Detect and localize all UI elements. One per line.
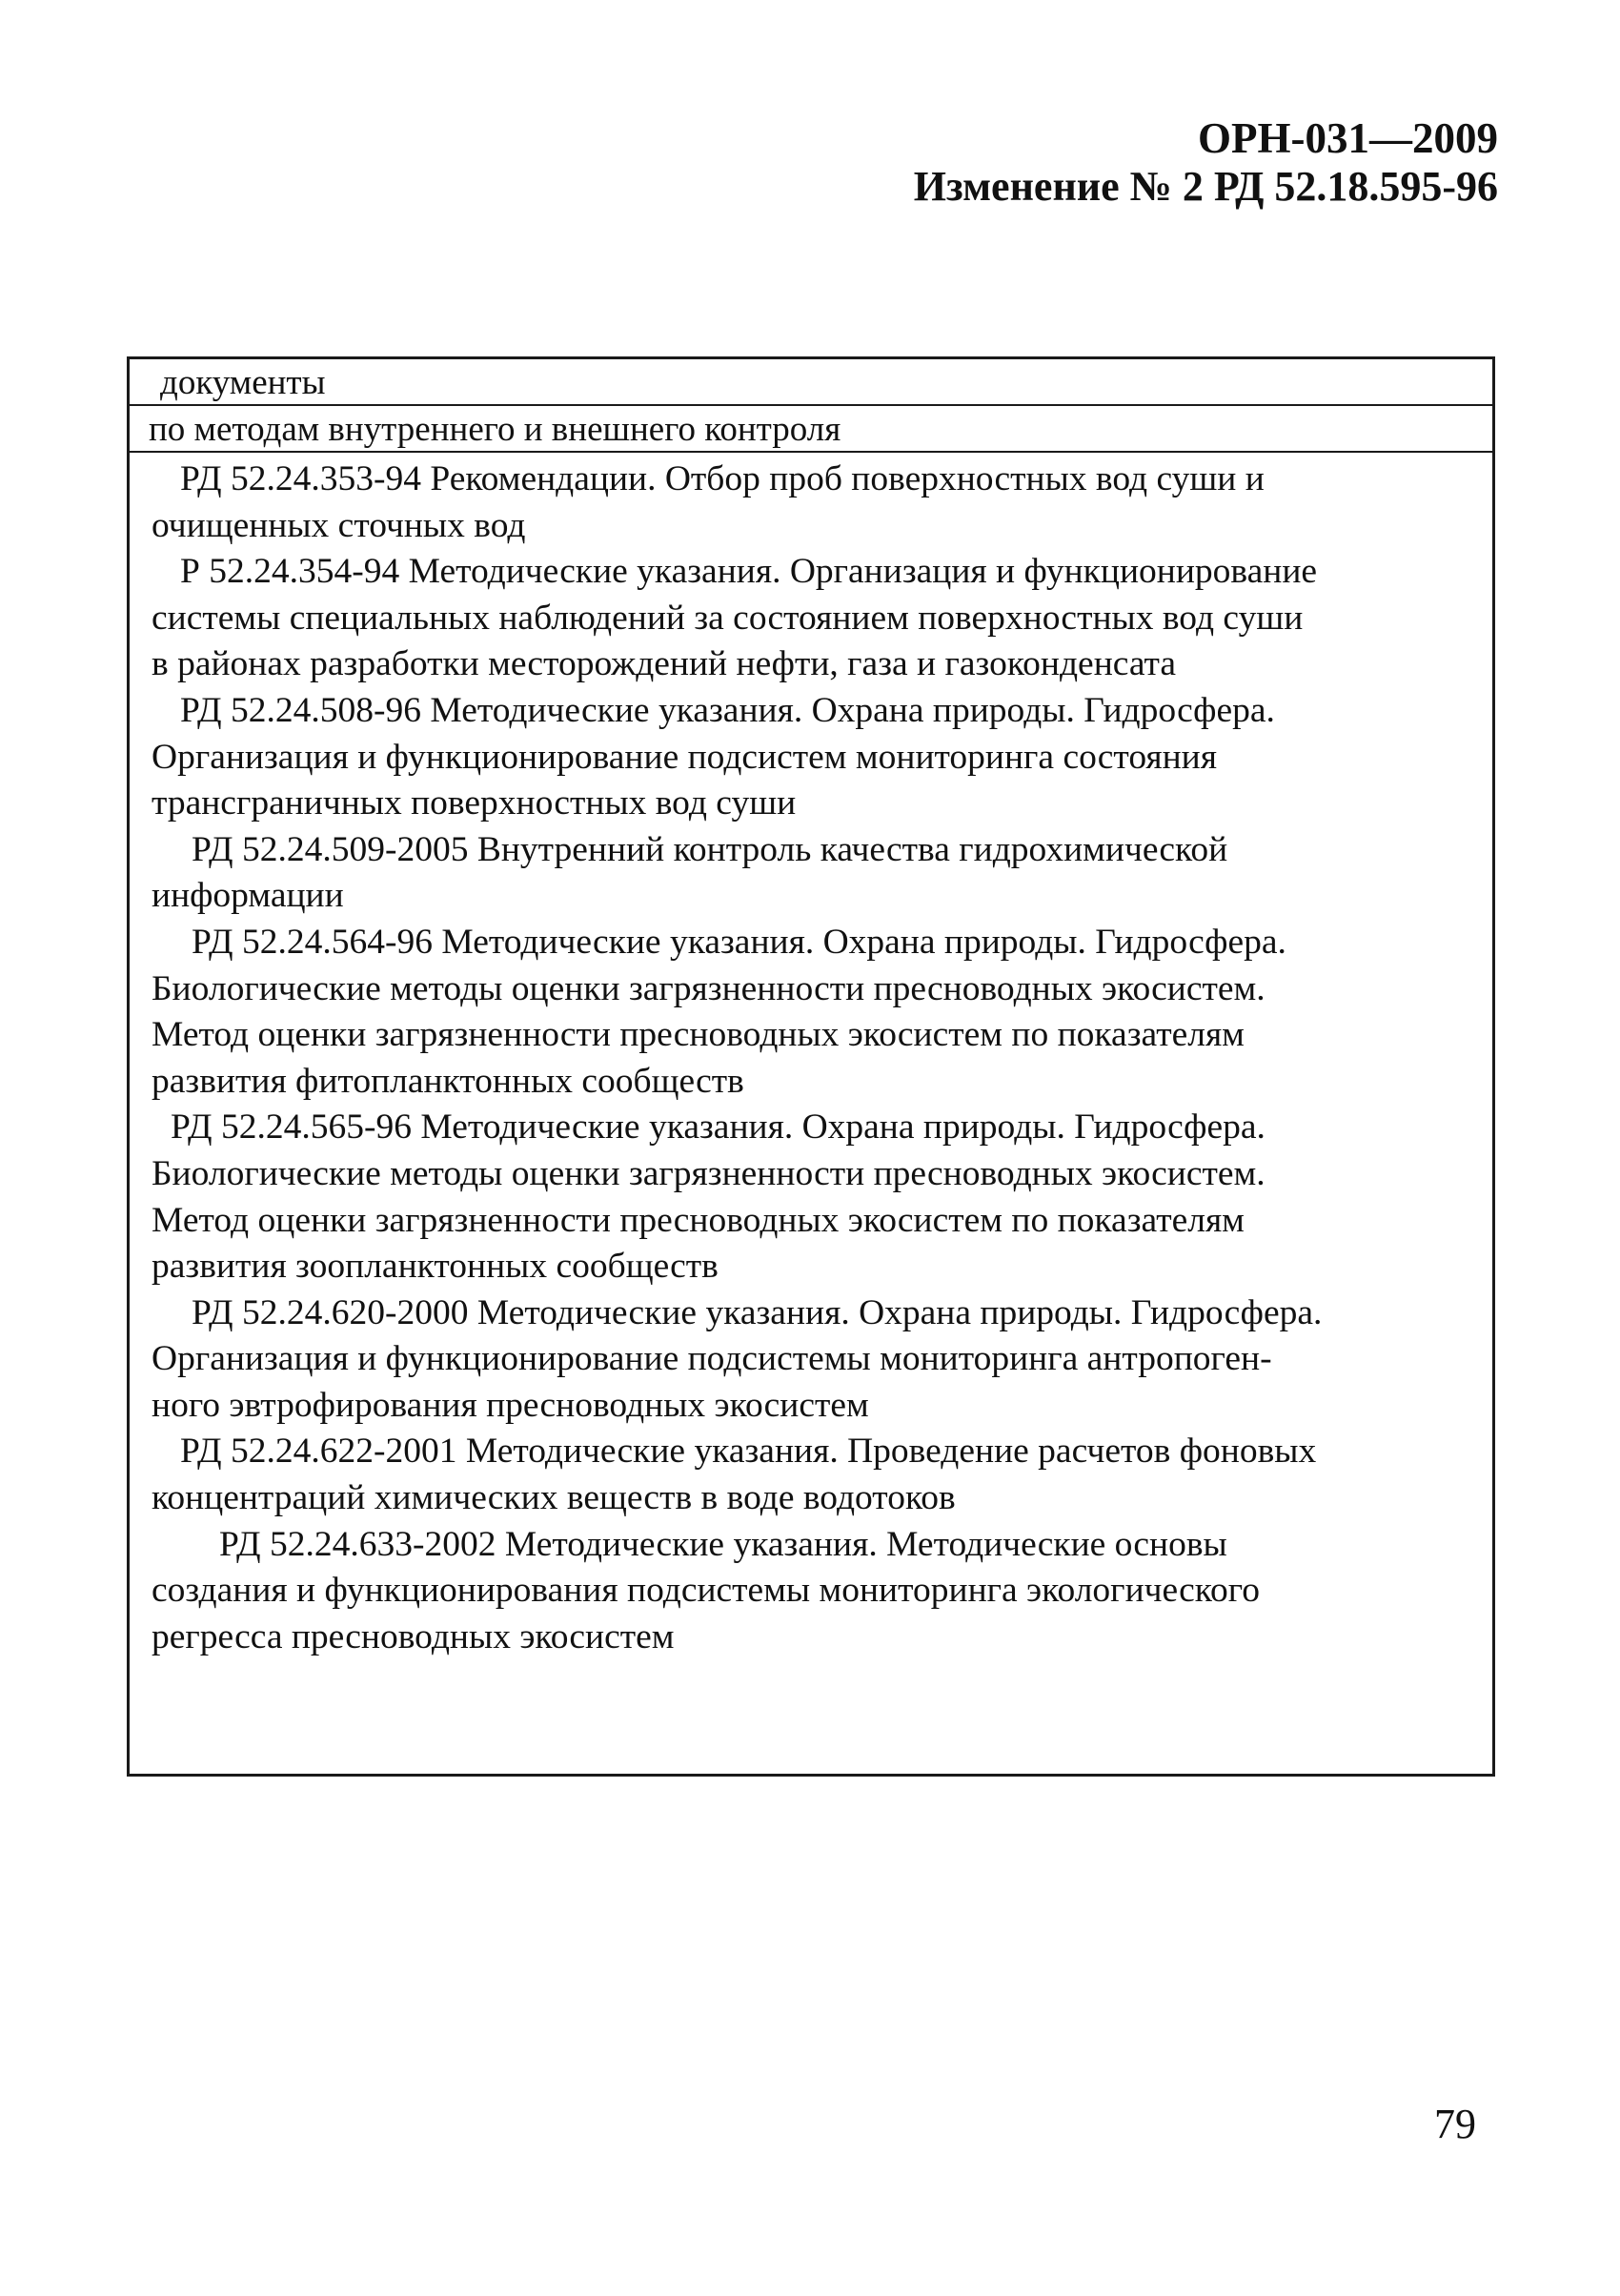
entry-line: очищенных сточных вод <box>152 505 526 545</box>
entry-line: РД 52.24.564-96 Методические указания. Охрана природы. Гидросфера. <box>192 922 1286 962</box>
entry-line: РД 52.24.565-96 Методические указания. Охрана природы. Гидросфера. <box>171 1107 1266 1148</box>
document-code: ОРН-031—2009 <box>1198 114 1498 162</box>
row-divider <box>130 404 1492 406</box>
document-entry <box>152 1522 1476 1661</box>
entry-line: трансграничных поверхностных вод суши <box>152 783 797 823</box>
entry-line: системы специальных наблюдений за состоянием поверхностных вод суши <box>152 598 1304 638</box>
entry-line: Организация и функционирование подсистем мониторинга состояния <box>152 737 1217 777</box>
table-row-documents: документы <box>160 363 326 402</box>
document-entry <box>152 688 1476 827</box>
document-entry <box>152 1105 1476 1290</box>
table-row-control-methods: по методам внутреннего и внешнего контроля <box>149 410 841 449</box>
document-entry <box>152 827 1476 920</box>
document-entry <box>152 549 1476 688</box>
entry-line: развития зоопланктонных сообществ <box>152 1247 719 1287</box>
entry-line: в районах разработки месторождений нефти, газа и газоконденсата <box>152 644 1177 684</box>
entry-line: РД 52.24.508-96 Методические указания. Охрана природы. Гидросфера. <box>180 690 1275 730</box>
entry-line: РД 52.24.353-94 Рекомендации. Отбор проб поверхностных вод суши и <box>180 459 1265 498</box>
row-divider <box>130 451 1492 453</box>
entry-line: Метод оценки загрязненности пресноводных экосистем по показателям <box>152 1200 1245 1240</box>
document-entry <box>152 1290 1476 1430</box>
entry-line: ного эвтрофирования пресноводных экосистем <box>152 1385 869 1425</box>
entry-line: РД 52.24.633-2002 Методические указания. Методические основы <box>219 1524 1227 1564</box>
entry-line: РД 52.24.620-2000 Методические указания. Охрана природы. Гидросфера. <box>192 1292 1323 1332</box>
entry-line: регресса пресноводных экосистем <box>152 1616 675 1656</box>
documents-table <box>127 356 1495 1777</box>
page-number: 79 <box>1434 2101 1476 2147</box>
entry-line: Биологические методы оценки загрязненности пресноводных экосистем. <box>152 968 1266 1008</box>
entry-line: развития фитопланктонных сообществ <box>152 1061 744 1101</box>
entry-line: Организация и функционирование подсистемы мониторинга антропоген- <box>152 1339 1272 1379</box>
document-entry <box>152 1429 1476 1521</box>
entry-line: информации <box>152 876 344 916</box>
document-entry-list <box>152 457 1476 1660</box>
entry-line: Биологические методы оценки загрязненности пресноводных экосистем. <box>152 1153 1266 1193</box>
entry-line: концентраций химических веществ в воде водотоков <box>152 1478 956 1518</box>
amendment-title: Изменение № 2 РД 52.18.595-96 <box>913 163 1498 210</box>
entry-line: Р 52.24.354-94 Методические указания. Организация и функционирование <box>180 552 1318 592</box>
entry-line: создания и функционирования подсистемы мониторинга экологического <box>152 1571 1260 1611</box>
entry-line: РД 52.24.622-2001 Методические указания. Проведение расчетов фоновых <box>180 1432 1317 1472</box>
document-entry <box>152 457 1476 549</box>
entry-line: РД 52.24.509-2005 Внутренний контроль качества гидрохимической <box>192 829 1228 869</box>
entry-line: Метод оценки загрязненности пресноводных экосистем по показателям <box>152 1015 1245 1055</box>
document-entry <box>152 920 1476 1105</box>
